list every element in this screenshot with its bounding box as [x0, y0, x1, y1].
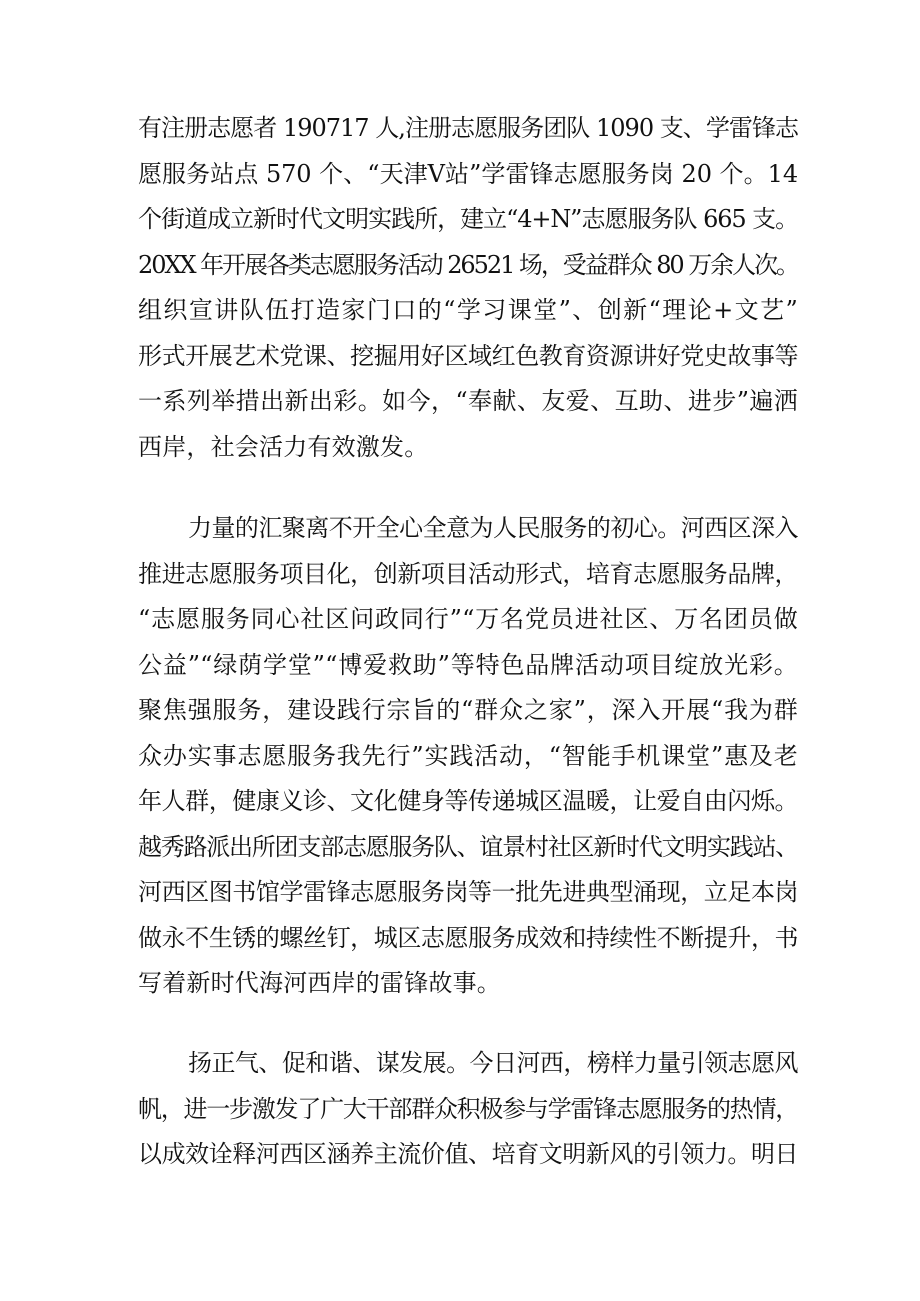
text-line: 做永不生锈的螺丝钉，城区志愿服务成效和持续性不断提升，书 — [138, 923, 798, 952]
text-line: 河西区图书馆学雷锋志愿服务岗等一批先进典型涌现，立足本岗 — [138, 878, 798, 906]
text-line: 组织宣讲队伍打造家门口的“学习课堂”、创新“理论+文艺” — [138, 296, 798, 324]
paragraph-service-projects — [138, 506, 798, 1007]
text-line: 形式开展艺术党课、挖掘用好区域红色教育资源讲好党史故事等 — [138, 341, 798, 370]
text-line: 以成效诠释河西区涵养主流价值、培育文明新风的引领力。明日 — [138, 1140, 798, 1168]
text-line: 个街道成立新时代文明实践所，建立“4+N”志愿服务队 665 支。 — [138, 205, 798, 233]
text-line: “志愿服务同心社区问政同行”“万名党员进社区、万名团员做 — [138, 605, 798, 633]
text-line: 写着新时代海河西岸的雷锋故事。 — [138, 969, 501, 997]
paragraph-role-models — [138, 1041, 798, 1178]
text-line: 愿服务站点 570 个、“天津Ⅴ站”学雷锋志愿服务岗 20 个。14 — [138, 159, 798, 188]
text-line: 聚焦强服务，建设践行宗旨的“群众之家”，深入开展“我为群 — [138, 696, 798, 724]
text-line: 众办实事志愿服务我先行”实践活动，“智能手机课堂”惠及老 — [138, 741, 798, 770]
text-line: 力量的汇聚离不开全心全意为人民服务的初心。河西区深入 — [188, 514, 798, 542]
text-line: 越秀路派出所团支部志愿服务队、谊景村社区新时代文明实践站、 — [138, 832, 798, 861]
text-line: 帆，进一步激发了广大干部群众积极参与学雷锋志愿服务的热情， — [138, 1094, 798, 1123]
text-line: 西岸，社会活力有效激发。 — [138, 432, 429, 461]
text-line: 20XX 年开展各类志愿服务活动 26521 场，受益群众 80 万余人次。 — [138, 250, 798, 279]
text-line: 有注册志愿者 190717 人,注册志愿服务团队 1090 支、学雷锋志 — [138, 114, 798, 142]
text-line: 扬正气、促和谐、谋发展。今日河西，榜样力量引领志愿风 — [188, 1049, 798, 1077]
text-line: 年人群，健康义诊、文化健身等传递城区温暖，让爱自由闪烁。 — [138, 787, 798, 815]
paragraph-volunteer-statistics — [138, 106, 798, 470]
text-line: 公益”“绿荫学堂”“博爱救助”等特色品牌活动项目绽放光彩。 — [138, 650, 798, 679]
text-line: 推进志愿服务项目化，创新项目活动形式，培育志愿服务品牌， — [138, 559, 798, 588]
text-line: 一系列举措出新出彩。如今，“奉献、友爱、互助、进步”遍洒 — [138, 387, 798, 415]
